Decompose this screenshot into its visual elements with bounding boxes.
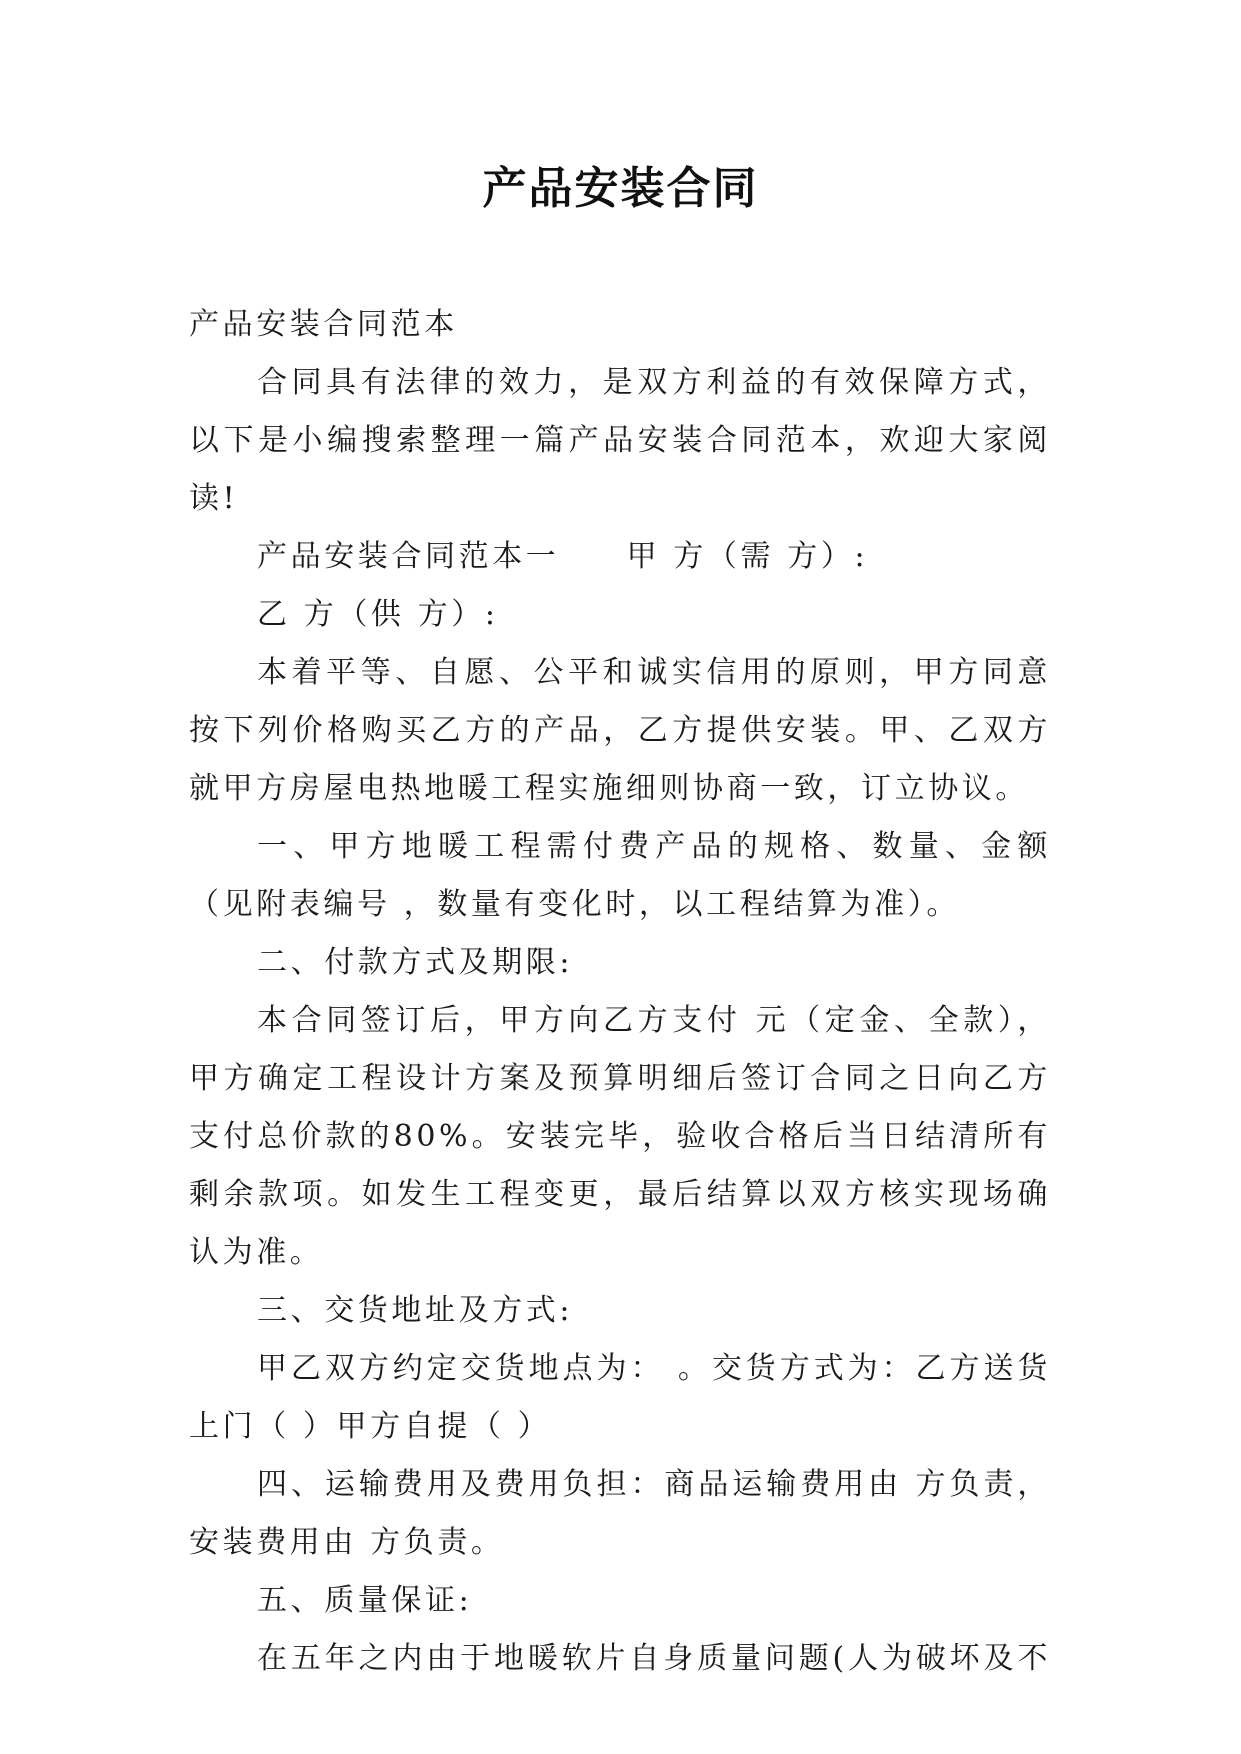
- paragraph-party-a: 产品安装合同范本一 甲 方（需 方）:: [257, 539, 869, 574]
- clause-5-heading: 五、质量保证:: [257, 1583, 473, 1618]
- clause-1: 一、甲方地暖工程需付费产品的规格、数量、金额（见附表编号 ，数量有变化时，以工程结算为准）。: [189, 829, 1051, 922]
- paragraph-party-b: 乙 方（供 方）:: [257, 597, 499, 632]
- paragraph-principle: 本着平等、自愿、公平和诚实信用的原则，甲方同意按下列价格购买乙方的产品，乙方提供安装。甲、乙双方就甲方房屋电热地暖工程实施细则协商一致，订立协议。: [189, 655, 1051, 806]
- clause-4: 四、运输费用及费用负担：商品运输费用由 方负责，安装费用由 方负责。: [189, 1467, 1051, 1560]
- clause-2-body: 本合同签订后，甲方向乙方支付 元（定金、全款），甲方确定工程设计方案及预算明细后签订合同之日向乙方支付总价款的80%。安装完毕，验收合格后当日结清所有剩余款项。如发生工程变更，最后结算以双方核实现场确认为准。: [189, 1003, 1051, 1270]
- document-title: 产品安装合同: [482, 163, 759, 214]
- clause-5-body: 在五年之内由于地暖软片自身质量问题(人为破坏及不: [257, 1641, 1051, 1676]
- clause-3-heading: 三、交货地址及方式:: [257, 1293, 574, 1328]
- paragraph-intro: 合同具有法律的效力，是双方利益的有效保障方式，以下是小编搜索整理一篇产品安装合同范本，欢迎大家阅读!: [189, 365, 1051, 516]
- document-body: [189, 296, 1051, 1688]
- clause-3-body: 甲乙双方约定交货地点为： 。交货方式为：乙方送货上门（ ）甲方自提（ ）: [189, 1351, 1051, 1444]
- paragraph-subtitle: 产品安装合同范本: [189, 307, 458, 342]
- clause-2-heading: 二、付款方式及期限:: [257, 945, 574, 980]
